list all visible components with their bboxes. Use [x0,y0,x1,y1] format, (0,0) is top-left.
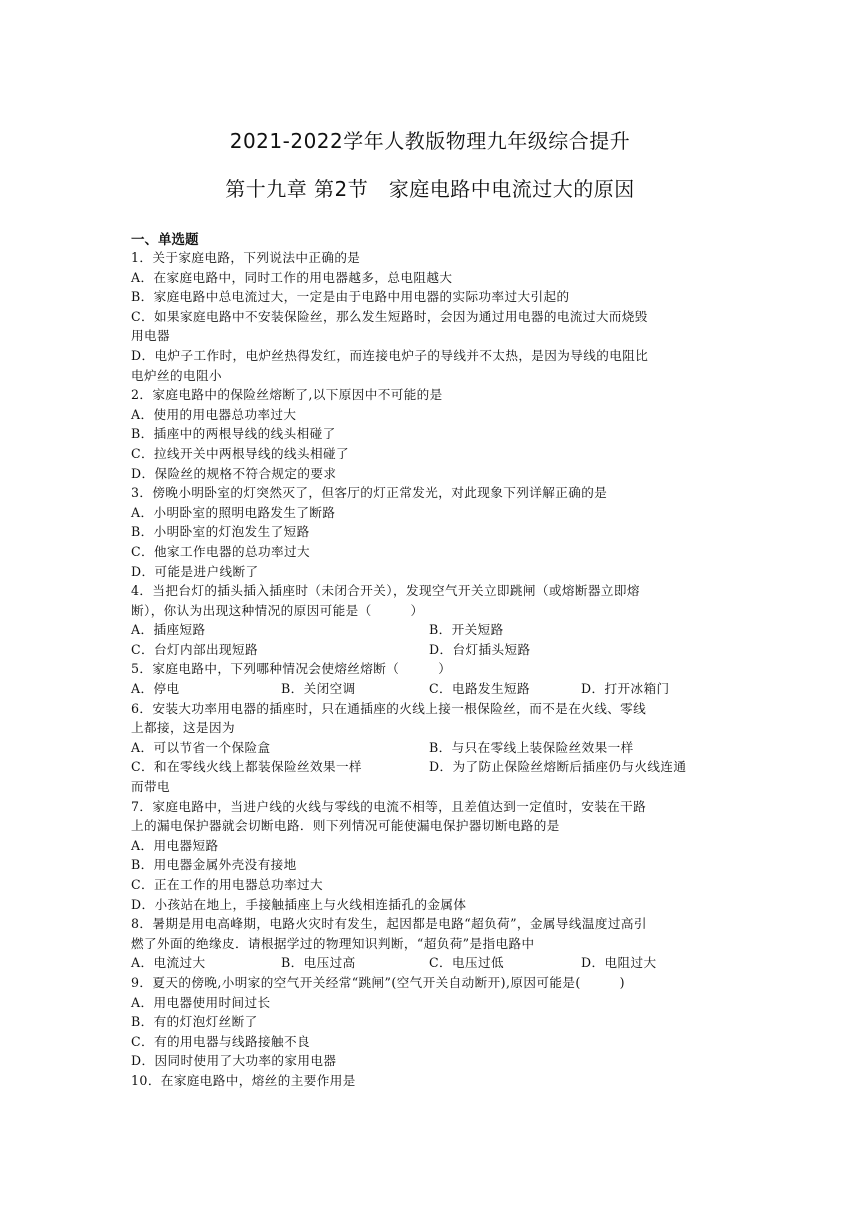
chapter-subtitle: 第十九章 第2节 家庭电路中电流过大的原因 [225,177,635,201]
document-title: 2021-2022学年人教版物理九年级综合提升 [229,129,631,153]
text-line: 5．家庭电路中，下列哪种情况会使熔丝熔断（ ） [131,661,452,677]
answer-option: D．为了防止保险丝熔断后插座仍与火线连通 [429,759,687,775]
text-line: C．如果家庭电路中不安装保险丝，那么发生短路时，会因为通过用电器的电流过大而烧毁 [131,308,648,324]
text-line: C．有的用电器与线路接触不良 [131,1033,310,1049]
answer-option: B．开关短路 [429,622,504,638]
text-line: C．他家工作电器的总功率过大 [131,543,310,559]
text-line: A．用电器短路 [131,837,219,853]
text-line: D．因同时使用了大功率的家用电器 [131,1053,337,1069]
text-line [131,953,731,973]
text-line: 8．暑期是用电高峰期，电路火灾时有发生，起因都是电路“超负荷”，金属导线温度过高引 [131,916,647,932]
text-line: 2．家庭电路中的保险丝熔断了,以下原因中不可能的是 [131,387,443,403]
answer-option: C．电路发生短路 [429,681,530,697]
text-line: B．小明卧室的灯泡发生了短路 [131,524,310,540]
answer-option: D．台灯插头短路 [429,641,531,657]
answer-option: C．电压过低 [429,955,505,971]
text-line: C．正在工作的用电器总功率过大 [131,877,323,892]
text-line [131,738,731,758]
text-line: D．电炉子工作时，电炉丝热得发红，而连接电炉子的导线并不太热，是因为导线的电阻比 [131,347,649,363]
text-line: 1．关于家庭电路，下列说法中正确的是 [131,250,361,265]
answer-option: A．停电 [131,681,180,697]
answer-option: C．台灯内部出现短路 [131,641,258,657]
section-heading: 一、单选题 [131,232,199,248]
text-line: B．用电器金属外壳没有接地 [131,857,297,873]
answer-option: B．电压过高 [281,955,356,971]
text-line [131,679,731,699]
text-line: 3．傍晚小明卧室的灯突然灭了，但客厅的灯正常发光，对此现象下列详解正确的是 [131,485,608,501]
answer-option: A．可以节省一个保险盒 [131,739,271,755]
answer-option: B．关闭空调 [281,681,356,697]
text-line: D．小孩站在地上，手接触插座上与火线相连插孔的金属体 [131,896,467,912]
text-line: 6．安装大功率用电器的插座时，只在通插座的火线上接一根保险丝，而不是在火线、零线 [131,700,647,716]
answer-option: D．打开冰箱门 [581,681,670,697]
answer-option: B．与只在零线上装保险丝效果一样 [429,739,634,755]
text-line: 4．当把台灯的插头插入插座时（未闭合开关），发现空气开关立即跳闸（或熔断器立即熔 [131,583,640,599]
text-line: 7．家庭电路中，当进户线的火线与零线的电流不相等，且差值达到一定值时，安装在干路 [131,798,647,814]
text-line [131,757,731,777]
text-line: 电炉丝的电阻小 [131,367,222,383]
text-line: 9．夏天的傍晚,小明家的空气开关经常“跳闸”(空气开关自动断开),原因可能是( ) [131,974,625,990]
text-line: A．小明卧室的照明电路发生了断路 [131,504,336,520]
answer-option: A．电流过大 [131,955,206,971]
answer-option: A．插座短路 [131,622,206,638]
text-line: 断），你认为出现这种情况的原因可能是（ ） [131,602,424,618]
answer-option: D．电阻过大 [581,955,657,971]
text-line: C．拉线开关中两根导线的线头相碰了 [131,445,349,461]
text-line: 燃了外面的绝缘皮．请根据学过的物理知识判断，“超负荷”是指电路中 [131,935,535,951]
text-line: 用电器 [131,328,170,344]
text-line: D．可能是进户线断了 [131,563,259,579]
text-line: 上都接，这是因为 [131,720,235,736]
answer-option: C．和在零线火线上都装保险丝效果一样 [131,759,362,775]
text-line: A．使用的用电器总功率过大 [131,406,297,422]
question-list [131,248,731,1091]
text-line: A．用电器使用时间过长 [131,994,271,1010]
text-line [131,620,731,640]
text-line: D．保险丝的规格不符合规定的要求 [131,465,337,481]
text-line: 而带电 [131,779,170,795]
text-line [131,640,731,660]
text-line: B．插座中的两根导线的线头相碰了 [131,426,336,442]
text-line: 10．在家庭电路中，熔丝的主要作用是 [131,1072,356,1088]
text-line: 上的漏电保护器就会切断电路．则下列情况可能使漏电保护器切断电路的是 [131,818,560,834]
text-line: B．有的灯泡灯丝断了 [131,1014,258,1030]
text-line: A．在家庭电路中，同时工作的用电器越多，总电阻越大 [131,269,453,285]
text-line: B．家庭电路中总电流过大，一定是由于电路中用电器的实际功率过大引起的 [131,289,570,305]
